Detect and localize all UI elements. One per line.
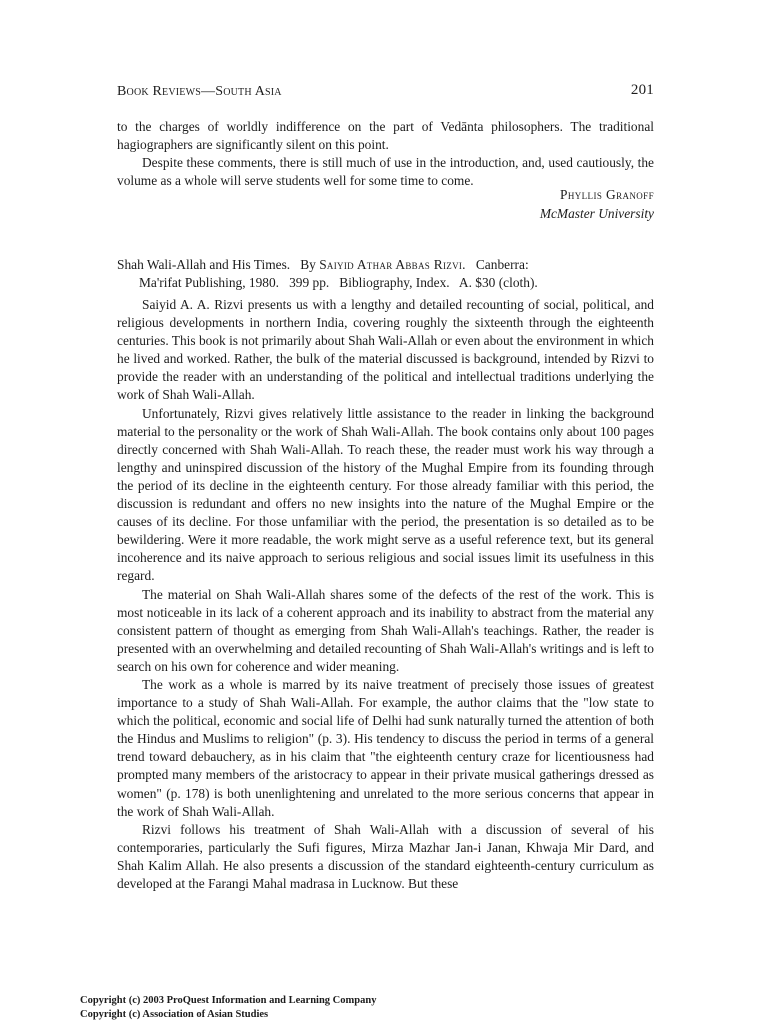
page-number: 201 [630, 82, 654, 98]
paragraph: Saiyid A. A. Rizvi presents us with a lengthy and detailed recounting of social, political, and religious developments in northern India, covering roughly the sixteenth through the eighteenth centuries. This book is not primarily about Shah Wali-Allah or even about the environment in which he lived and worked. Rather, the bulk of the material discussed is background, intended by Rizvi to provide the reader with an understanding of the political and intellectual traditions underlying the work of Shah Wali-Allah. [117, 297, 654, 403]
by-label: By [300, 257, 316, 272]
publisher-line: Ma'rifat Publishing, 1980. 399 pp. Bibliography, Index. A. $30 (cloth). [139, 275, 538, 291]
paragraph: to the charges of worldly indifference on the part of Vedānta philosophers. The traditional hagiographers are significantly silent on this point. [117, 119, 654, 153]
book-citation [117, 256, 654, 292]
book-title: Shah Wali-Allah and His Times. [117, 257, 291, 272]
running-head [117, 84, 654, 100]
previous-review-text [117, 118, 654, 190]
reviewer-name: Phyllis Granoff [560, 187, 654, 202]
running-head-title: Book Reviews—South Asia [117, 84, 282, 99]
copyright-line: Copyright (c) Association of Asian Studies [80, 1008, 269, 1020]
reviewer-signature [540, 185, 654, 223]
paragraph: Unfortunately, Rizvi gives relatively little assistance to the reader in linking the background material to the personality or the work of Shah Wali-Allah. The book contains only about 100 pages directly concerned with Shah Wali-Allah. To reach these, the reader must work his way through a lengthy and uninspired discussion of the history of the Mughal Empire from its founding through the period of its decline in the eighteenth century. For those already familiar with this period, the discussion is redundant and offers no new insights into the nature of the Mughal Empire or the causes of its decline. For those unfamiliar with the period, the presentation is so detailed as to be bewildering. Were it more readable, the work might serve as a useful reference text, but its general incoherence and its naive approach to serious religious and social issues limit its usefulness in this regard. [117, 405, 654, 584]
book-author: Saiyid Athar Abbas Rizvi. [319, 257, 466, 272]
paragraph: Rizvi follows his treatment of Shah Wali-Allah with a discussion of several of his contemporaries, particularly the Sufi figures, Mirza Mazhar Jan-i Janan, Khwaja Mir Dard, and Shah Kalim Allah. He also presents a discussion of the standard eighteenth-century curriculum as developed at the Farangi Mahal madrasa in Lucknow. But these [117, 821, 654, 891]
paragraph: Despite these comments, there is still much of use in the introduction, and, used cautiously, the volume as a whole will serve students well for some time to come. [117, 155, 654, 189]
publication-place: Canberra: [475, 257, 529, 272]
paragraph: The material on Shah Wali-Allah shares some of the defects of the rest of the work. This is most noticeable in its lack of a coherent approach and its inability to abstract from the material any consistent pattern of thought as emerging from Shah Wali-Allah's teachings. Rather, the reader is presented with an overwhelming and detailed recounting of Shah Wali-Allah's writings and is left to search on his own for coherence and wider meaning. [117, 586, 654, 674]
copyright-footer [80, 994, 376, 1021]
copyright-line: Copyright (c) 2003 ProQuest Information and Learning Company [80, 995, 377, 1006]
review-body [117, 296, 654, 893]
reviewer-institution: McMaster University [539, 206, 654, 221]
paragraph: The work as a whole is marred by its naive treatment of precisely those issues of greatest importance to a study of Shah Wali-Allah. For example, the author claims that the "low state to which the political, economic and social life of Delhi had sunk naturally turned the attention of both the Hindus and Muslims to religion" (p. 3). His tendency to discuss the period in terms of a general trend toward debauchery, as in his claim that "the eighteenth century craze for licentiousness had prompted many members of the aristocracy to appear in their private musical gatherings dressed as women" (p. 178) is both unenlightening and unrelated to the more serious concerns that appear in the work of Shah Wali-Allah. [117, 676, 654, 819]
